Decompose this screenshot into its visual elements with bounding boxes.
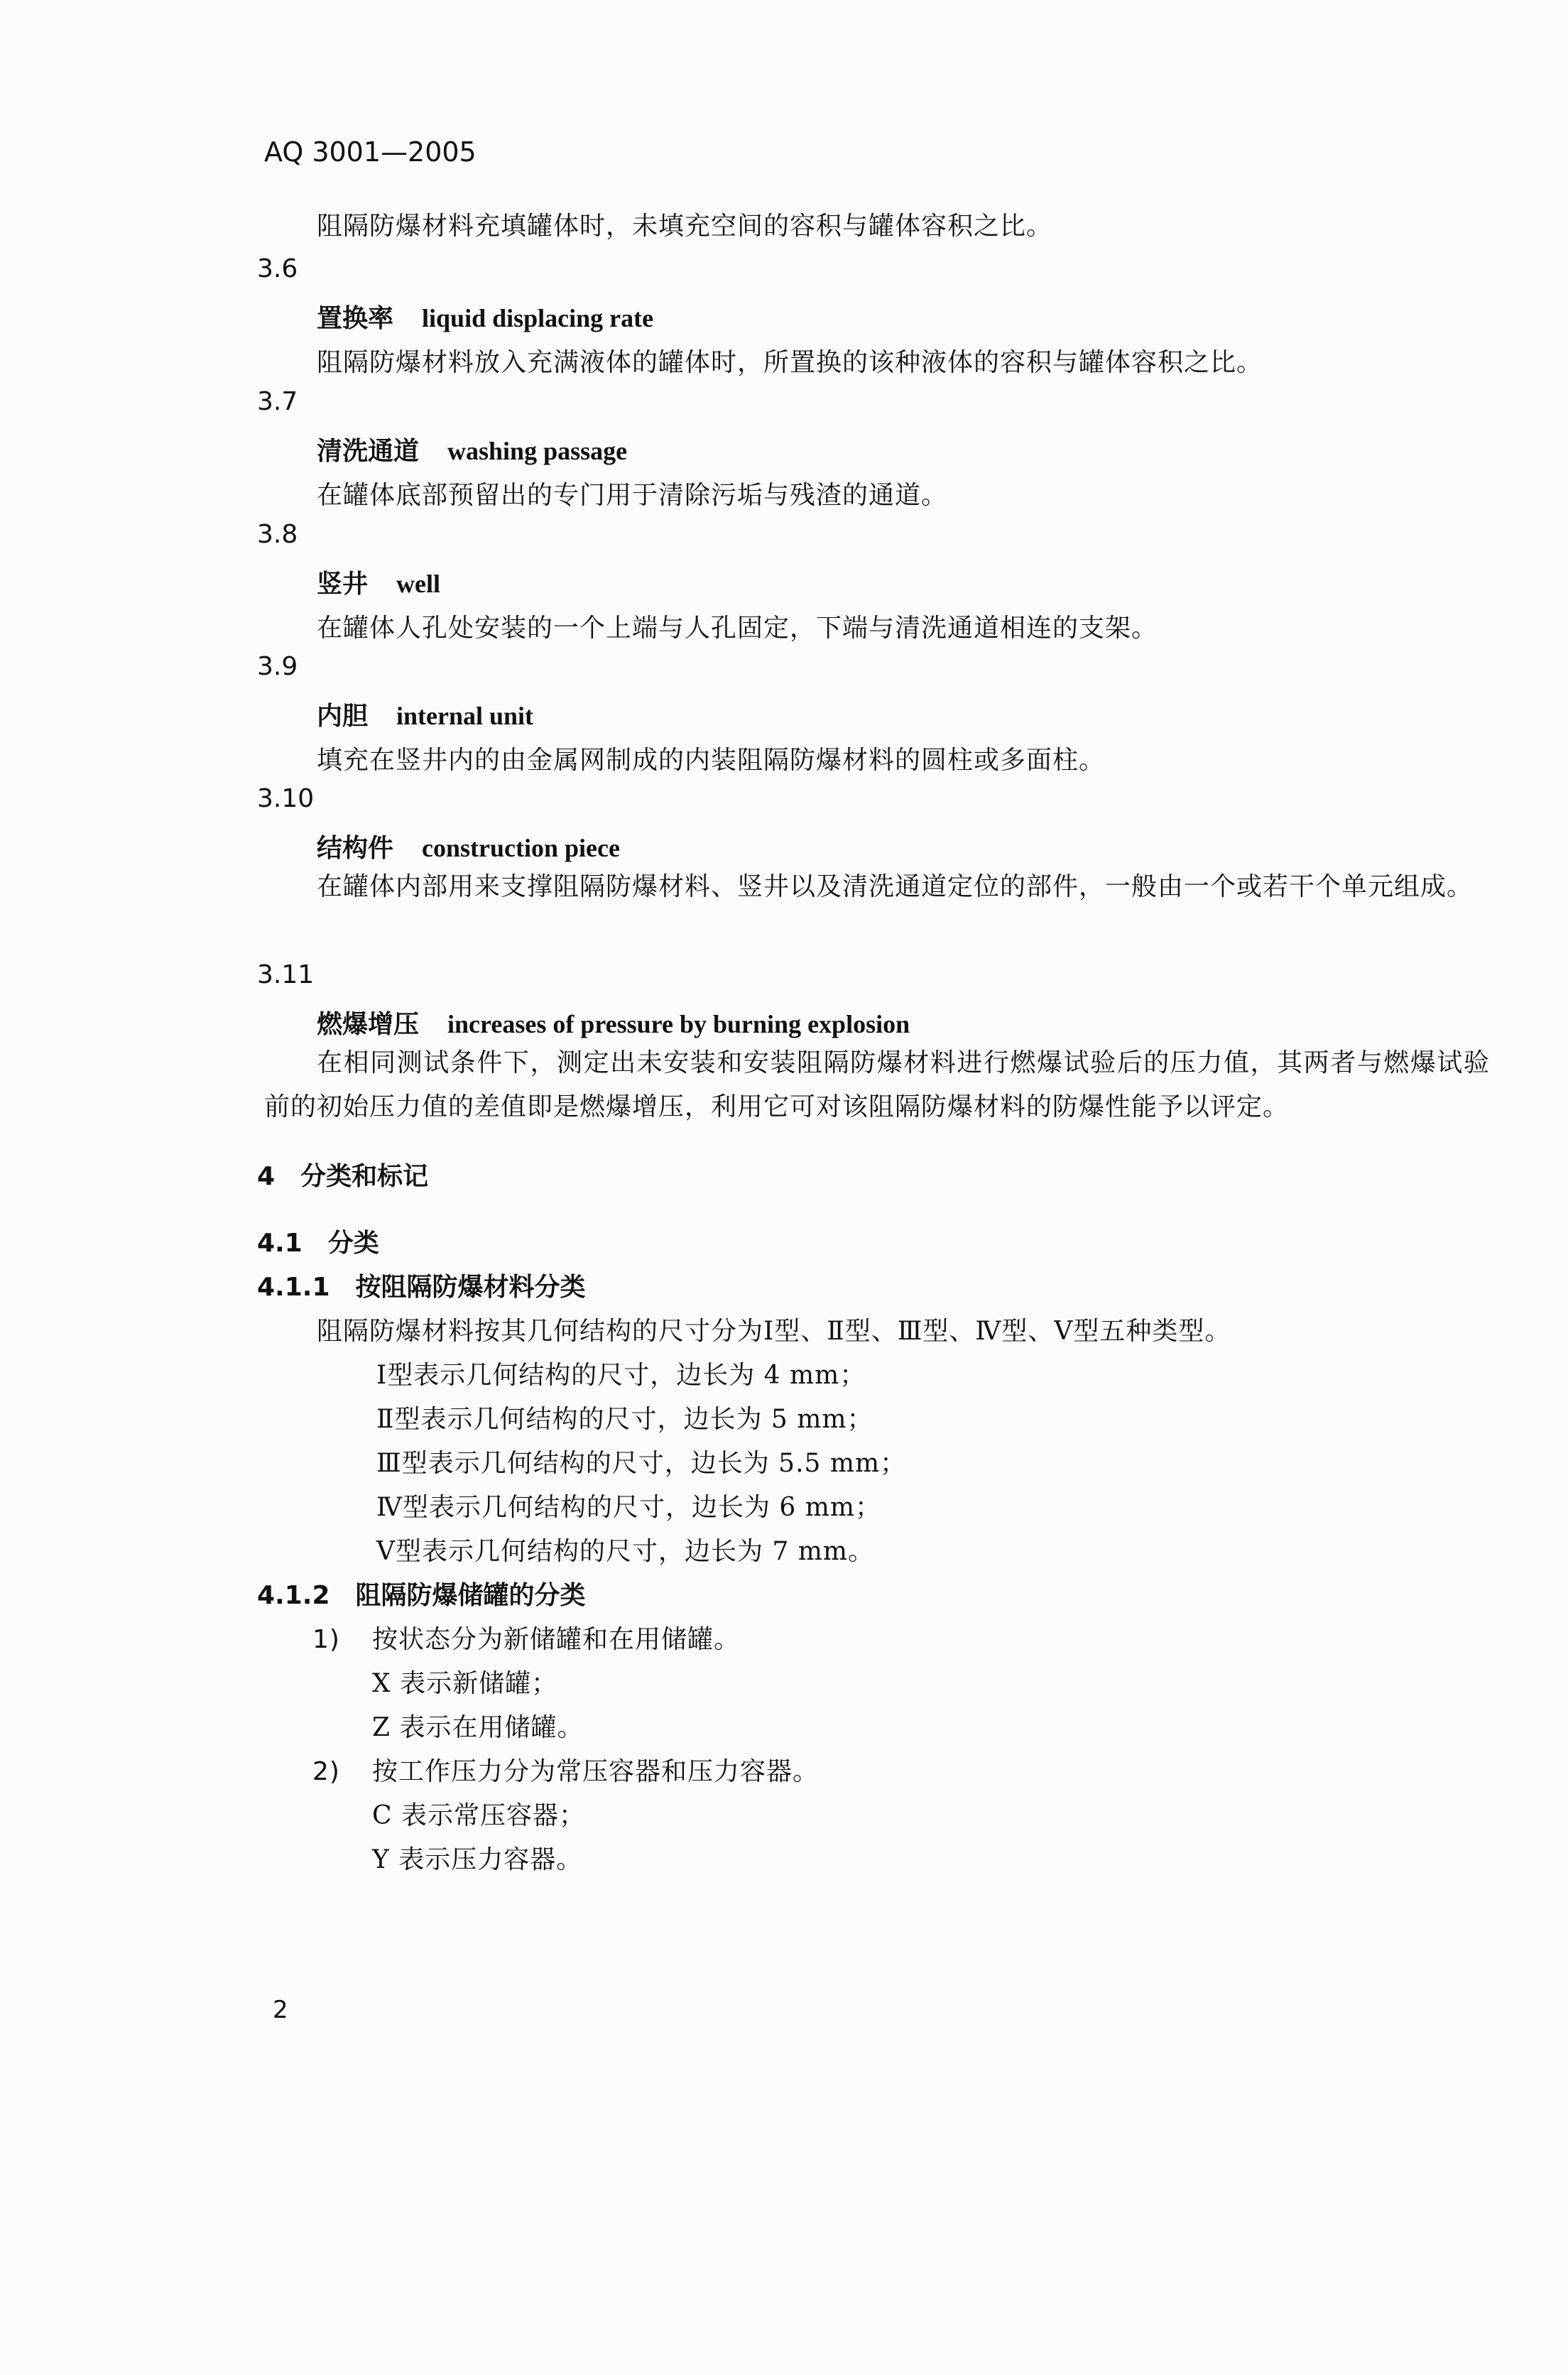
list-subitem: C 表示常压容器；: [372, 1801, 585, 1830]
definition-text: 在罐体人孔处安装的一个上端与人孔固定，下端与清洗通道相连的支架。: [317, 614, 1158, 643]
subsubsection-heading: 4.1.2 阻隔防爆储罐的分类: [257, 1581, 586, 1610]
clause-number: 3.7: [257, 387, 298, 416]
definition-text: 在罐体底部预留出的专门用于清除污垢与残渣的通道。: [317, 481, 948, 510]
term-en: construction piece: [422, 834, 620, 862]
list-subitem: Z 表示在用储罐。: [372, 1713, 584, 1742]
list-text: 按工作压力分为常压容器和压力容器。: [372, 1757, 820, 1786]
definition-text: 阻隔防爆材料充填罐体时，未填充空间的容积与罐体容积之比。: [317, 212, 1053, 241]
term-heading: [317, 828, 620, 864]
type-item: Ⅰ型表示几何结构的尺寸，边长为 4 mm；: [376, 1361, 866, 1390]
term-zh: 清洗通道: [317, 436, 420, 466]
term-en: well: [396, 570, 440, 598]
term-heading: [317, 564, 440, 600]
term-heading: [317, 298, 653, 335]
clause-number: 3.6: [257, 254, 298, 283]
definition-text: 在罐体内部用来支撑阻隔防爆材料、竖井以及清洗通道定位的部件，一般由一个或若干个单元组成。: [317, 872, 1474, 901]
type-item: Ⅱ型表示几何结构的尺寸，边长为 5 mm；: [376, 1405, 873, 1434]
term-zh: 燃爆增压: [317, 1009, 420, 1039]
term-zh: 内胆: [317, 701, 369, 731]
list-item: [312, 1751, 819, 1788]
classification-text: 阻隔防爆材料按其几何结构的尺寸分为Ⅰ型、Ⅱ型、Ⅲ型、Ⅳ型、Ⅴ型五种类型。: [317, 1317, 1231, 1346]
type-item: Ⅴ型表示几何结构的尺寸，边长为 7 mm。: [376, 1537, 875, 1566]
list-subitem: Y 表示压力容器。: [372, 1845, 583, 1874]
list-marker: 1): [312, 1625, 340, 1654]
definition-text: 填充在竖井内的由金属网制成的内装阻隔防爆材料的圆柱或多面柱。: [317, 746, 1106, 775]
term-zh: 置换率: [317, 303, 394, 333]
subsection-heading: 4.1 分类: [257, 1229, 379, 1258]
clause-number: 3.11: [257, 960, 315, 989]
term-heading: [317, 431, 627, 467]
term-heading: [317, 1004, 910, 1040]
list-marker: 2): [312, 1757, 340, 1786]
term-en: liquid displacing rate: [422, 304, 654, 332]
term-en: washing passage: [447, 437, 628, 465]
type-item: Ⅳ型表示几何结构的尺寸，边长为 6 mm；: [376, 1493, 882, 1522]
term-en: increases of pressure by burning explosion: [447, 1010, 910, 1038]
term-heading: [317, 696, 533, 732]
page-number: 2: [273, 1996, 288, 2024]
clause-number: 3.9: [257, 652, 298, 681]
type-item: Ⅲ型表示几何结构的尺寸，边长为 5.5 mm；: [376, 1449, 907, 1478]
subsubsection-heading: 4.1.1 按阻隔防爆材料分类: [257, 1273, 586, 1302]
clause-number: 3.8: [257, 520, 298, 549]
definition-text: 在相同测试条件下，测定出未安装和安装阻隔防爆材料进行燃爆试验后的压力值，其两者与燃爆试验前的初始压力值的差值即是燃爆增压，利用它可对该阻隔防爆材料的防爆性能予以评定。: [264, 1048, 1490, 1121]
term-zh: 竖井: [317, 569, 369, 599]
term-en: internal unit: [396, 702, 534, 730]
list-item: [312, 1619, 740, 1656]
list-subitem: X 表示新储罐；: [372, 1669, 558, 1698]
definition-text: 阻隔防爆材料放入充满液体的罐体时，所置换的该种液体的容积与罐体容积之比。: [317, 348, 1263, 377]
list-text: 按状态分为新储罐和在用储罐。: [372, 1625, 741, 1654]
term-zh: 结构件: [317, 833, 394, 863]
clause-number: 3.10: [257, 784, 315, 813]
section-heading: 4 分类和标记: [257, 1162, 429, 1191]
standard-code-header: AQ 3001—2005: [264, 136, 477, 168]
